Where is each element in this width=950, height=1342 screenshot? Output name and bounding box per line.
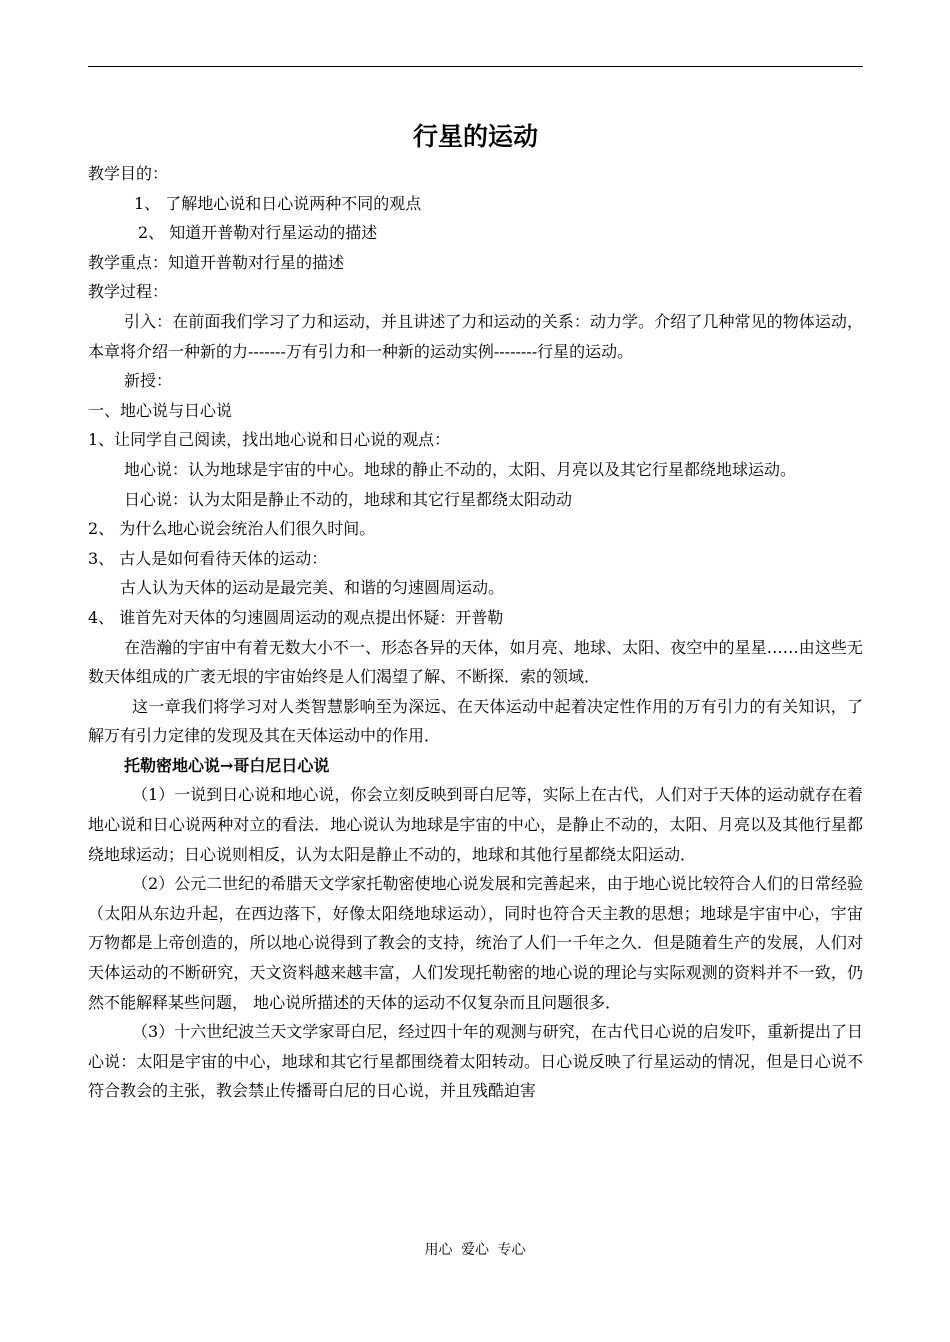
paragraph-1: （1）一说到日心说和地心说，你会立刻反映到哥白尼等，实际上在古代，人们对于天体的运动就存在着地心说和日心说两种对立的看法．地心说认为地球是宇宙的中心，是静止不动的，太阳、月亮以及其他行星都绕地球运动；日心说则相反，认为太阳是静止不动的，地球和其他行星都绕太阳运动．	[88, 785, 863, 864]
section-heading-1: 一、地心说与日心说	[88, 400, 233, 420]
teaching-process-heading: 教学过程：	[88, 282, 169, 302]
list-item-4: 4、 谁首先对天体的匀速圆周运动的观点提出怀疑：开普勒	[88, 607, 504, 627]
intro-paragraph: 引入：在前面我们学习了力和运动，并且讲述了力和运动的关系：动力学。介绍了几种常见的物体运动，本章将介绍一种新的力-------万有引力和一种新的运动实例--------行星的运动。	[88, 311, 863, 361]
page-footer: 用心 爱心 专心	[424, 1242, 526, 1258]
document-title: 行星的运动	[412, 122, 538, 151]
list-item-3: 3、 古人是如何看待天体的运动：	[88, 548, 328, 568]
header-rule	[88, 66, 863, 67]
geocentric-definition: 地心说：认为地球是宇宙的中心。地球的静止不动的，太阳、月亮以及其它行星都绕地球运动。	[124, 459, 797, 479]
ancients-view: 古人认为天体的运动是最完美、和谐的匀速圆周运动。	[120, 578, 505, 598]
list-item-2: 2、 为什么地心说会统治人们很久时间。	[88, 519, 376, 539]
universe-paragraph: 在浩瀚的宇宙中有着无数大小不一、形态各异的天体，如月亮、地球、太阳、夜空中的星星……由这些无数天体组成的广袤无垠的宇宙始终是人们渴望了解、不断探．索的领域．	[88, 637, 863, 687]
document-body	[88, 115, 863, 1106]
bold-subheading: 托勒密地心说→哥白尼日心说	[124, 755, 330, 775]
paragraph-3: （3）十六世纪波兰天文学家哥白尼，经过四十年的观测与研究，在古代日心说的启发吓，重新提出了日心说：太阳是宇宙的中心，地球和其它行星都围绕着太阳转动。日心说反映了行星运动的情况，但是日心说不符合教会的主张，教会禁止传播哥白尼的日心说，并且残酷迫害	[88, 1022, 863, 1101]
heliocentric-definition: 日心说：认为太阳是静止不动的，地球和其它行星都绕太阳动动	[124, 489, 573, 509]
list-item-1: 1、让同学自己阅读，找出地心说和日心说的观点：	[88, 430, 451, 450]
paragraph-2: （2）公元二世纪的希腊天文学家托勒密使地心说发展和完善起来，由于地心说比较符合人们的日常经验（太阳从东边升起，在西边落下，好像太阳绕地球运动），同时也符合天主教的思想；地球是宇宙中心，宇宙万物都是上帝创造的，所以地心说得到了教会的支持，统治了人们一千年之久．但是随着生产的发展，人们对天体运动的不断研究，天文资料越来越丰富，人们发现托勒密的地心说的理论与实际观测的资料并不一致，仍然不能解释某些问题， 地心说所描述的天体的运动不仅复杂而且问题很多．	[88, 874, 863, 1012]
teaching-goal-heading: 教学目的：	[88, 164, 169, 183]
teaching-focus: 教学重点：知道开普勒对行星的描述	[88, 252, 345, 272]
new-lesson-label: 新授：	[124, 371, 173, 391]
teaching-goal-item-1: 1、 了解地心说和日心说两种不同的观点	[134, 193, 422, 213]
teaching-goal-item-2: 2、 知道开普勒对行星运动的描述	[138, 223, 378, 243]
chapter-paragraph: 这一章我们将学习对人类智慧影响至为深远、在天体运动中起着决定性作用的万有引力的有关知识，了解万有引力定律的发现及其在天体运动中的作用．	[88, 696, 863, 746]
